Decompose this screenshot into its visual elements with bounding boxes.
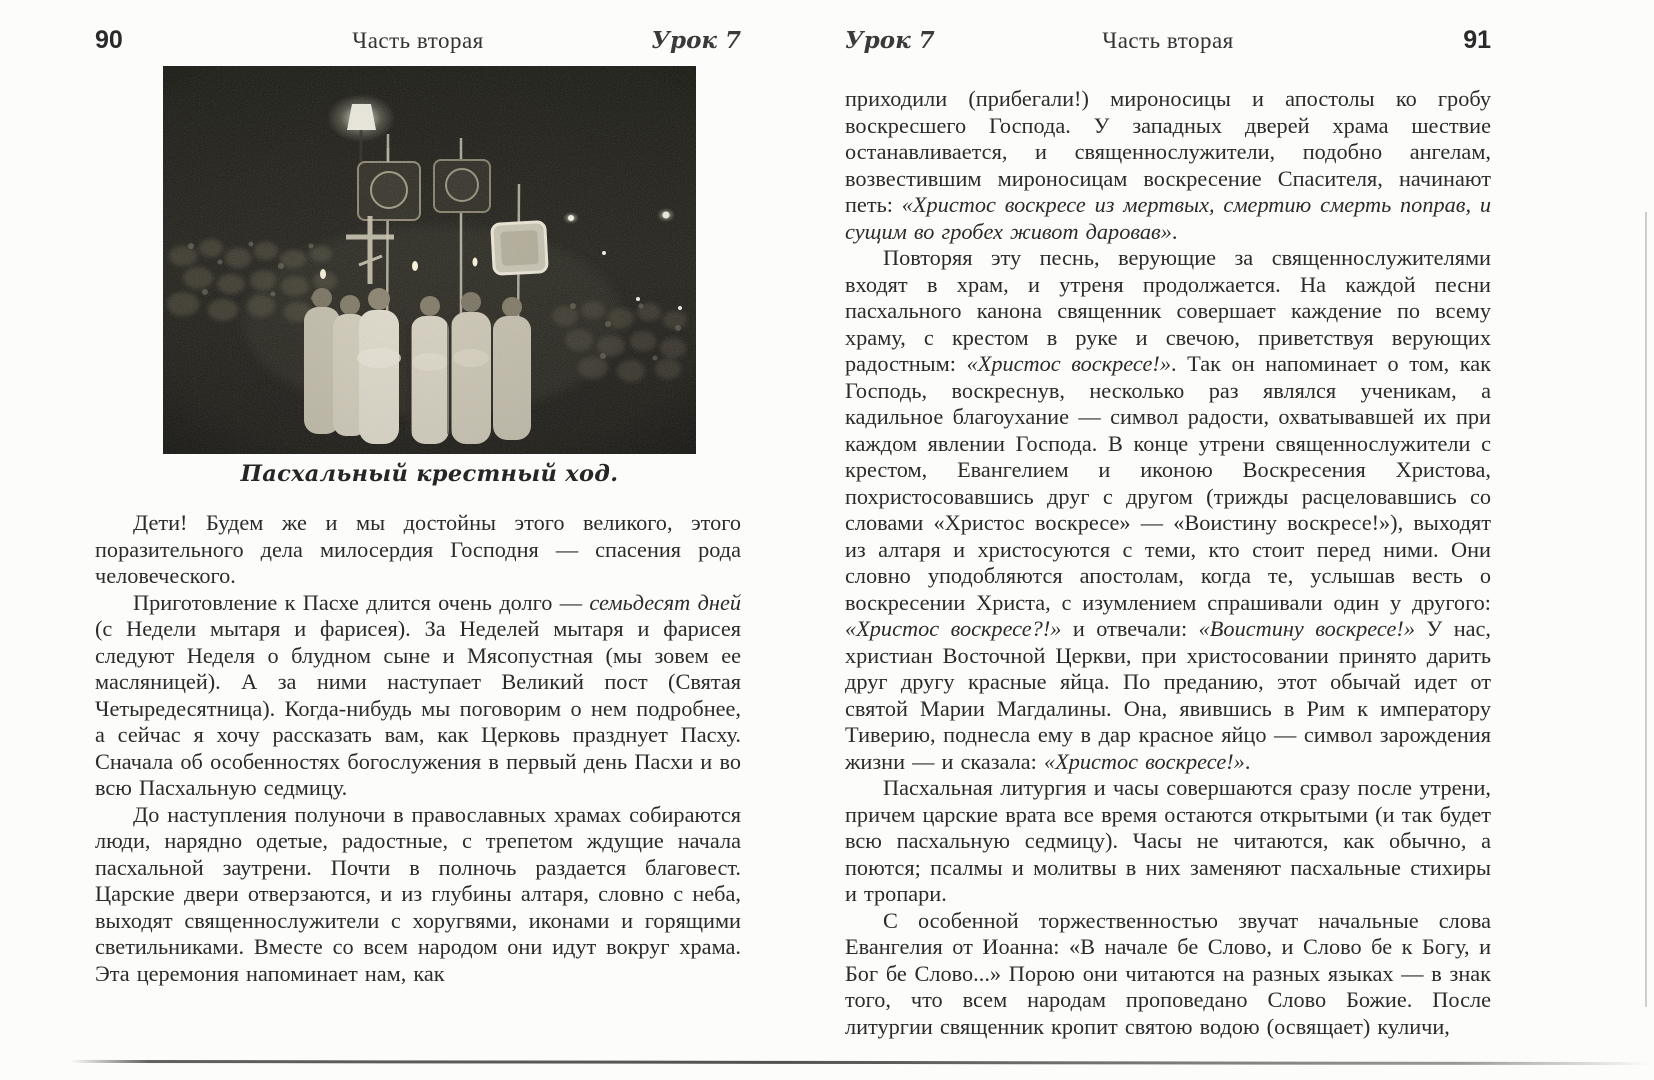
page-number: 91 [1463,26,1491,54]
lesson-label: Урок 7 [651,27,741,54]
paragraph: Пасхальная литургия и часы совершаются сразу после утрени, причем царские врата все время остаются открытыми (и так будет всю пасхальную седмицу). Часы не читаются, как обычно, а поются; псалмы и молитвы в них заменяют пасхальные стихиры и тропари. [845,775,1491,906]
paragraph: Дети! Будем же и мы достойны этого великого, этого поразительного дела милосердия Господня — спасения рода человеческого. [95,510,741,588]
photo-caption: Пасхальный крестный ход. [240,461,619,487]
paragraph: До наступления полуночи в православных храмах собираются люди, нарядно одетые, радостные, с трепетом ждущие начала пасхальной заутрени. Почти в полночь раздается благовест. Царские двери отверзаются, и из глубины алтаря, словно с неба, выходят священнослужители с хоругвями, иконами и горящими светильниками. Вместе со всем народом они идут вокруг храма. Эта церемония напоминает нам, как [95,801,741,986]
lesson-label: Урок 7 [845,27,935,54]
page-right-body [845,86,1491,1040]
paragraph: Приготовление к Пасхе длится очень долго — семьдесят дней (с Недели мытаря и фарисея). За Неделей мытаря и фарисея следуют Неделя о блудном сыне и Мясопустная (мы зовем ее масляницей). А за ними наступает Великий пост (Святая Четыредесятница). Когда-нибудь мы поговорим о нем подробнее, а сейчас я хочу рассказать вам, как Церковь празднует Пасху. Сначала об особенностях богослужения в первый день Пасхи и во всю Пасхальную седмицу. [95,589,742,800]
paragraph: Повторяя эту песнь, верующие за священнослужителями входят в храм, и утреня продолжается. На каждой песни пасхального канона священник совершает каждение по всему храму, с крестом в руке и свечою, приветствуя верующих радостным: «Христос воскресе!». Так он напоминает о том, как Господь, воскреснув, несколько раз являлся ученикам, а кадильное благоухание — символ радости, охватывавшей их при каждом явлении Господа. В конце утрени священнослужители с крестом, Евангелием и иконою Воскресения Христова, похристосовавшись друг с другом (трижды расцеловавшись со словами «Христос воскресе» — «Воистину воскресе!»), выходят из алтаря и христосуются с теми, кто стоит перед ними. Они словно уподобляются апостолам, когда те, услышав весть о воскресении Христа, с изумлением спрашивали один у другого: «Христос воскресе?!» и отвечали: «Воистину воскресе!» У нас, христиан Восточной Церкви, при христосовании принято дарить друг другу красные яйца. По преданию, этот обычай идет от святой Марии Магдалины. Она, явившись в Рим к императору Тиверию, поднесла ему в дар красное яйцо — символ зарождения жизни — и сказала: «Христос воскресе!». [845,245,1492,774]
paragraph: С особенной торжественностью звучат начальные слова Евангелия от Иоанна: «В начале бе Слово, и Слово бе к Богу, и Бог бе Слово...» Порою они читаются на разных языках — в знак того, что всем народам проповедано Слово Божие. После литургии священник кропит святою водою (освящает) куличи, [845,907,1491,1039]
running-head-right [845,26,1491,60]
paragraph: приходили (прибегали!) мироносицы и апостолы ко гробу воскресшего Господа. У западных дверей храма шествие останавливается, и священнослужители, подобно ангелам, возвестившим мироносицам воскресение Спасителя, начинают петь: «Христос воскресе из мертвых, смертию смерть поправ, и сущим во гробех живот даровав». [845,86,1491,244]
running-title: Часть вторая [352,28,484,53]
page-right [845,26,1491,1040]
scan-shadow-bottom [70,1060,1650,1065]
procession-photo-image [163,66,696,454]
procession-photo [163,66,696,454]
page-left [95,26,741,987]
page-number: 90 [95,26,123,54]
running-title: Часть вторая [1102,28,1234,53]
page-left-body [95,510,741,987]
running-head-left [95,26,741,60]
scan-shadow-right [1645,212,1647,1007]
